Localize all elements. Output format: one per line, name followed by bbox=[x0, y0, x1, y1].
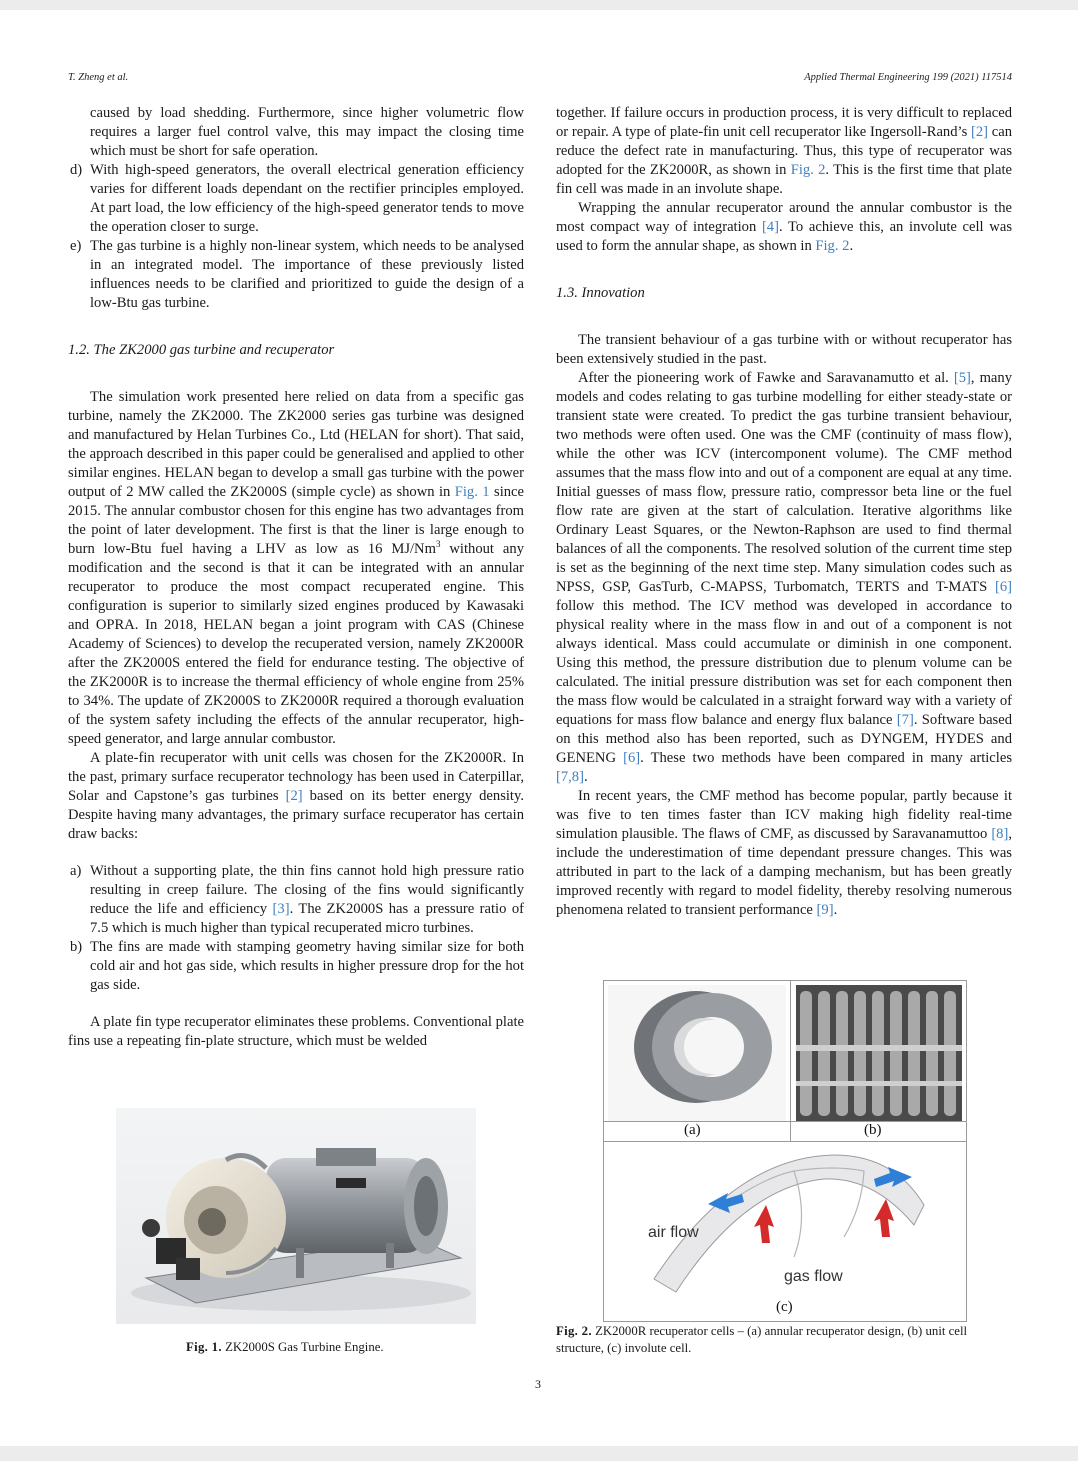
paragraph-methods: After the pioneering work of Fawke and Saravanamutto et al. [5], many models and codes relating to gas turbine modelling for either steady-state or transient state were created. To predict the gas turbine transient behaviour, two methods were often used. One was the CMF (continuity of mass flow), while the other was ICV (intercomponent volume). The CMF method assumes that the mass flow into and out of a component are equal at any time. Initial guesses of mass flow, pressure ratio, compressor beta line or the fuel flow rate are given at the start of calculation. Iterative algorithms like Ordinary Least Squares, or the Newton-Raphson are used to find thermal balances of all the components. The resolved solution of the current time step is set as the beginning of the next time step. Many simulation codes such as NPSS, GSP, GasTurb, C-MAPSS, Turbomatch, TERTS and T-MATS [6] follow this method. The ICV method was developed in accordance to physical reality where in the mass flow in and out of a component is not always identical. Mass could accumulate or diminish in one component. Using this method, the pressure distribution due to plenum volume can be calculated. The initial pressure distribution was set for each component then the mass flow would be calculated in a straight forward way with a variety of equations for mass flow balance and energy flux balance [7]. Software based on this method also has been reported, such as DYNGEM, HYDES and GENENG [6]. These two methods have been compared in many articles [7,8]. bbox=[556, 370, 1013, 785]
figure-link[interactable]: Fig. 2 bbox=[815, 238, 850, 254]
figure-1-text: ZK2000S Gas Turbine Engine. bbox=[225, 1340, 384, 1354]
subfigure-c-label: (c) bbox=[776, 1299, 793, 1315]
paragraph-continued: together. If failure occurs in production process, it is very difficult to replaced or repair. A type of plate-fin unit cell recuperator like Ingersoll-Rand’s [2] can reduce the defect rate in manufacturing. Thus, this type of recuperator was adopted for the ZK2000R, as shown in Fig. 2. This is the first time that plate fin cell was made in an involute shape. bbox=[556, 105, 1012, 197]
list-item-e: e) The gas turbine is a highly non-linear system, which needs to be analysed in an integrated model. The importance of these previously listed influences needs to be clarified and prioritized to guide the design of a low-Btu gas turbine. bbox=[70, 238, 524, 311]
reference-link[interactable]: [6] bbox=[623, 750, 641, 766]
figure-2-label: Fig. 2. bbox=[556, 1324, 592, 1338]
list-item-d: d) With high-speed generators, the overall electrical generation efficiency varies for different loads dependant on the rectifier principles employed. At part load, the low efficiency of the high-speed generator tends to move the operation closer to surge. bbox=[70, 162, 524, 235]
engine-illustration bbox=[116, 1108, 476, 1324]
paragraph-zk2000: The simulation work presented here relied on data from a specific gas turbine, namely the ZK2000. The ZK2000 series gas turbine was designed and manufactured by Helan Turbines Co., Ltd (HELAN for short). That said, the approach described in this paper could be generalised and applied to other similar engines. HELAN began to develop a small gas turbine with the power output of 2 MW called the ZK2000S (simple cycle) as shown in Fig. 1 since 2015. The annular combustor chosen for this engine has two advantages from the point of later development. The first is that the liner is large enough to burn low-Btu fuel having a LHV as low as 16 MJ/Nm$^3$ without any modification and the second is that it can be integrated with an annular recuperator to produce the most compact recuperated engine. This configuration is superior to similarly sized engines produced by Kawasaki and OPRA. In 2018, HELAN began a joint program with CAS (Chinese Academy of Sciences) to develop the recuperated version, namely ZK2000R after the ZK2000S entered the field for endurance testing. The objective of the ZK2000R is to increase the thermal efficiency of whole engine from 25% to 34%. The update of ZK2000S to ZK2000R required a thorough evaluation of the system safety including the effects of the annular recuperator, high-speed generator, and large annular combustor. bbox=[68, 389, 525, 747]
list-item-c-continued: caused by load shedding. Furthermore, since higher volumetric flow requires a larger fuel control valve, this may impact the closing time which must be short for safe operation. bbox=[90, 105, 524, 159]
reference-link[interactable]: [8] bbox=[991, 826, 1009, 842]
figure-link[interactable]: Fig. 1 bbox=[454, 484, 490, 500]
list-label: b) bbox=[70, 939, 83, 955]
section-heading-1-3: 1.3. Innovation bbox=[556, 285, 645, 301]
page bbox=[0, 10, 1078, 1446]
reference-link[interactable]: [7] bbox=[896, 712, 914, 728]
list-item-b: b) The fins are made with stamping geometry having similar size for both cold air and hot gas side, which results in higher pressure drop for the hot gas side. bbox=[70, 939, 524, 993]
gas-flow-label: gas flow bbox=[784, 1268, 843, 1285]
figure-2-recuperator-cells bbox=[603, 980, 967, 1322]
subfigure-b-label: (b) bbox=[864, 1122, 882, 1138]
gas-flow-arrow-right bbox=[874, 1199, 894, 1237]
list-label: d) bbox=[70, 162, 83, 178]
running-head-authors: T. Zheng et al. bbox=[68, 72, 129, 83]
air-flow-label: air flow bbox=[648, 1224, 699, 1241]
figure-1-label: Fig. 1. bbox=[186, 1340, 222, 1354]
reference-link[interactable]: [5] bbox=[953, 370, 971, 386]
unit-cell-structure-drawing bbox=[796, 985, 962, 1121]
section-heading-1-2: 1.2. The ZK2000 gas turbine and recuperator bbox=[68, 342, 335, 358]
reference-link[interactable]: [3] bbox=[272, 901, 290, 917]
right-column bbox=[556, 104, 1012, 920]
figure-link[interactable]: Fig. 2 bbox=[790, 162, 826, 178]
reference-link[interactable]: [2] bbox=[285, 788, 303, 804]
paragraph-plate-fin: A plate-fin recuperator with unit cells was chosen for the ZK2000R. In the past, primary surface recuperator technology has been used in Caterpillar, Solar and Capstone’s gas turbines [2] based on its better energy density. Despite having many advantages, the primary surface recuperator has certain draw backs: bbox=[68, 750, 524, 842]
figure-2-text: ZK2000R recuperator cells – (a) annular recuperator design, (b) unit cell structure, (c) involute cell. bbox=[556, 1324, 968, 1355]
reference-link[interactable]: [4] bbox=[761, 219, 779, 235]
page-number: 3 bbox=[535, 1377, 541, 1391]
list-item-a: a) Without a supporting plate, the thin fins cannot hold high pressure ratio resulting in creep failure. The closing of the fins would significantly reduce the life and efficiency [3]. The ZK2000S has a pressure ratio of 7.5 which is much higher than typical recuperated micro turbines. bbox=[70, 863, 525, 936]
paragraph-transient: The transient behaviour of a gas turbine with or without recuperator has been extensively studied in the past. bbox=[556, 332, 1012, 367]
figure-1-engine-photo bbox=[116, 1108, 476, 1324]
paragraph-plate-fin-type: A plate fin type recuperator eliminates these problems. Conventional plate fins use a repeating fin-plate structure, which must be welded bbox=[68, 1014, 524, 1049]
figure-1-caption bbox=[186, 1340, 384, 1355]
reference-link[interactable]: [9] bbox=[816, 902, 834, 918]
list-label: a) bbox=[70, 863, 82, 879]
left-column bbox=[68, 104, 524, 1051]
annular-recuperator-drawing bbox=[608, 985, 786, 1121]
paragraph-wrapping: Wrapping the annular recuperator around the annular combustor is the most compact way of integration [4]. To achieve this, an involute cell was used to form the annular shape, as shown in Fig. 2. bbox=[556, 200, 1012, 254]
reference-link[interactable]: [6] bbox=[994, 579, 1012, 595]
subfigure-a-label: (a) bbox=[684, 1122, 701, 1138]
drawbacks-list bbox=[68, 862, 524, 995]
reference-link[interactable]: [7,8] bbox=[556, 769, 584, 785]
constraints-list-continued bbox=[68, 104, 524, 313]
reference-link[interactable]: [2] bbox=[970, 124, 989, 140]
figure-2-caption bbox=[556, 1323, 1012, 1357]
running-head-journal: Applied Thermal Engineering 199 (2021) 117514 bbox=[804, 72, 1012, 83]
gas-flow-arrow-left bbox=[754, 1205, 774, 1243]
list-label: e) bbox=[70, 238, 82, 254]
paragraph-recent-years: In recent years, the CMF method has become popular, partly because it was five to ten times faster than ICV making high fidelity real-time simulation plausible. The flaws of CMF, as discussed by Saravanamuttoo [8], include the underestimation of time dependant pressure changes. This was attributed in part to the lack of a damping mechanism, but has been greatly improved recently with regard to model fidelity, thereby resolving numerous phenomena related to transient performance [9]. bbox=[556, 788, 1012, 918]
